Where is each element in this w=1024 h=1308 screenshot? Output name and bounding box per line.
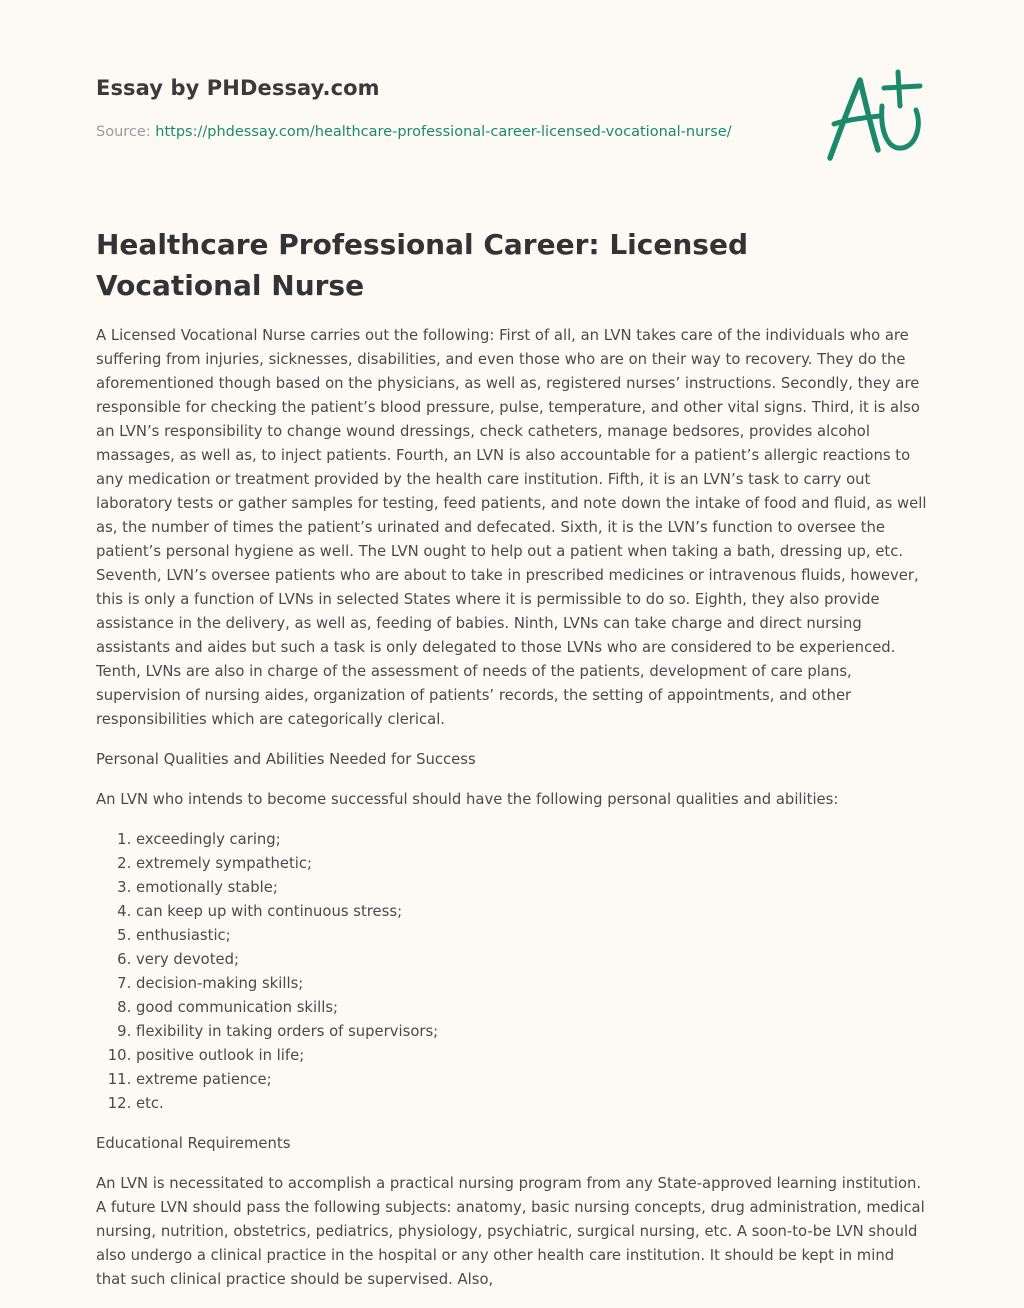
list-item: 8. good communication skills; xyxy=(136,996,928,1020)
education-paragraph: An LVN is necessitated to accomplish a practical nursing program from any State-approved learning institution. A future LVN should pass the following subjects: anatomy, basic nursing concepts, drug administration, medical nursing, nutrition, obstetrics, pediatrics, physiology, psychiatric, surgical nursing, etc. A soon-to-be LVN should also undergo a clinical practice in the hospital or any other health care institution. It should be kept in mind that such clinical practice should be supervised. Also, xyxy=(96,1175,925,1288)
list-item: 11. extreme patience; xyxy=(136,1068,928,1092)
essay-title: Healthcare Professional Career: Licensed Vocational Nurse xyxy=(96,228,748,302)
site-title: Essay by PHDessay.com xyxy=(96,76,380,100)
qualities-intro: An LVN who intends to become successful should have the following personal qualities and abilities: xyxy=(96,791,839,808)
source-line xyxy=(96,124,732,140)
list-item: 1. exceedingly caring; xyxy=(136,828,928,852)
essay-page xyxy=(96,0,928,1288)
qualities-heading: Personal Qualities and Abilities Needed for Success xyxy=(96,751,476,768)
essay-body xyxy=(96,324,928,1308)
list-item: 2. extremely sympathetic; xyxy=(136,852,928,876)
list-item: 5. enthusiastic; xyxy=(136,924,928,948)
list-item: 4. can keep up with continuous stress; xyxy=(136,900,928,924)
list-item: 7. decision-making skills; xyxy=(136,972,928,996)
source-link[interactable]: https://phdessay.com/healthcare-professional-career-licensed-vocational-nurse/ xyxy=(155,124,732,140)
list-item: 3. emotionally stable; xyxy=(136,876,928,900)
list-item: 6. very devoted; xyxy=(136,948,928,972)
page-header xyxy=(96,0,928,180)
source-label: Source: xyxy=(96,124,156,140)
list-item: 9. flexibility in taking orders of supervisors; xyxy=(136,1020,928,1044)
education-heading: Educational Requirements xyxy=(96,1135,291,1152)
a-plus-logo-icon xyxy=(820,66,930,166)
list-item: 10. positive outlook in life; xyxy=(136,1044,928,1068)
intro-paragraph: A Licensed Vocational Nurse carries out the following: First of all, an LVN takes care of the individuals who are suffering from injuries, sicknesses, disabilities, and even those who are on their way to recovery. They do the aforementioned though based on the physicians, as well as, registered nurses’ instructions. Secondly, they are responsible for checking the patient’s blood pressure, pulse, temperature, and other vital signs. Third, it is also an LVN’s responsibility to change wound dressings, check catheters, manage bedsores, provides alcohol massages, as well as, to inject patients. Fourth, an LVN is also accountable for a patient’s allergic reactions to any medication or treatment provided by the health care institution. Fifth, it is an LVN’s task to carry out laboratory tests or gather samples for testing, feed patients, and note down the intake of food and fluid, as well as, the number of times the patient’s urinated and defecated. Sixth, it is the LVN’s function to oversee the patient’s personal hygiene as well. The LVN ought to help out a patient when taking a bath, dressing up, etc. Seventh, LVN’s oversee patients who are about to take in prescribed medicines or intravenous fluids, however, this is only a function of LVNs in selected States where it is permissible to do so. Eighth, they also provide assistance in the delivery, as well as, feeding of babies. Ninth, LVNs can take charge and direct nursing assistants and aides but such a task is only delegated to those LVNs who are considered to be experienced. Tenth, LVNs are also in charge of the assessment of needs of the patients, development of care plans, supervision of nursing aides, organization of patients’ records, the setting of appointments, and other responsibilities which are categorically clerical. xyxy=(96,327,927,728)
qualities-list xyxy=(96,828,928,1116)
list-item: 12. etc. xyxy=(136,1092,928,1116)
